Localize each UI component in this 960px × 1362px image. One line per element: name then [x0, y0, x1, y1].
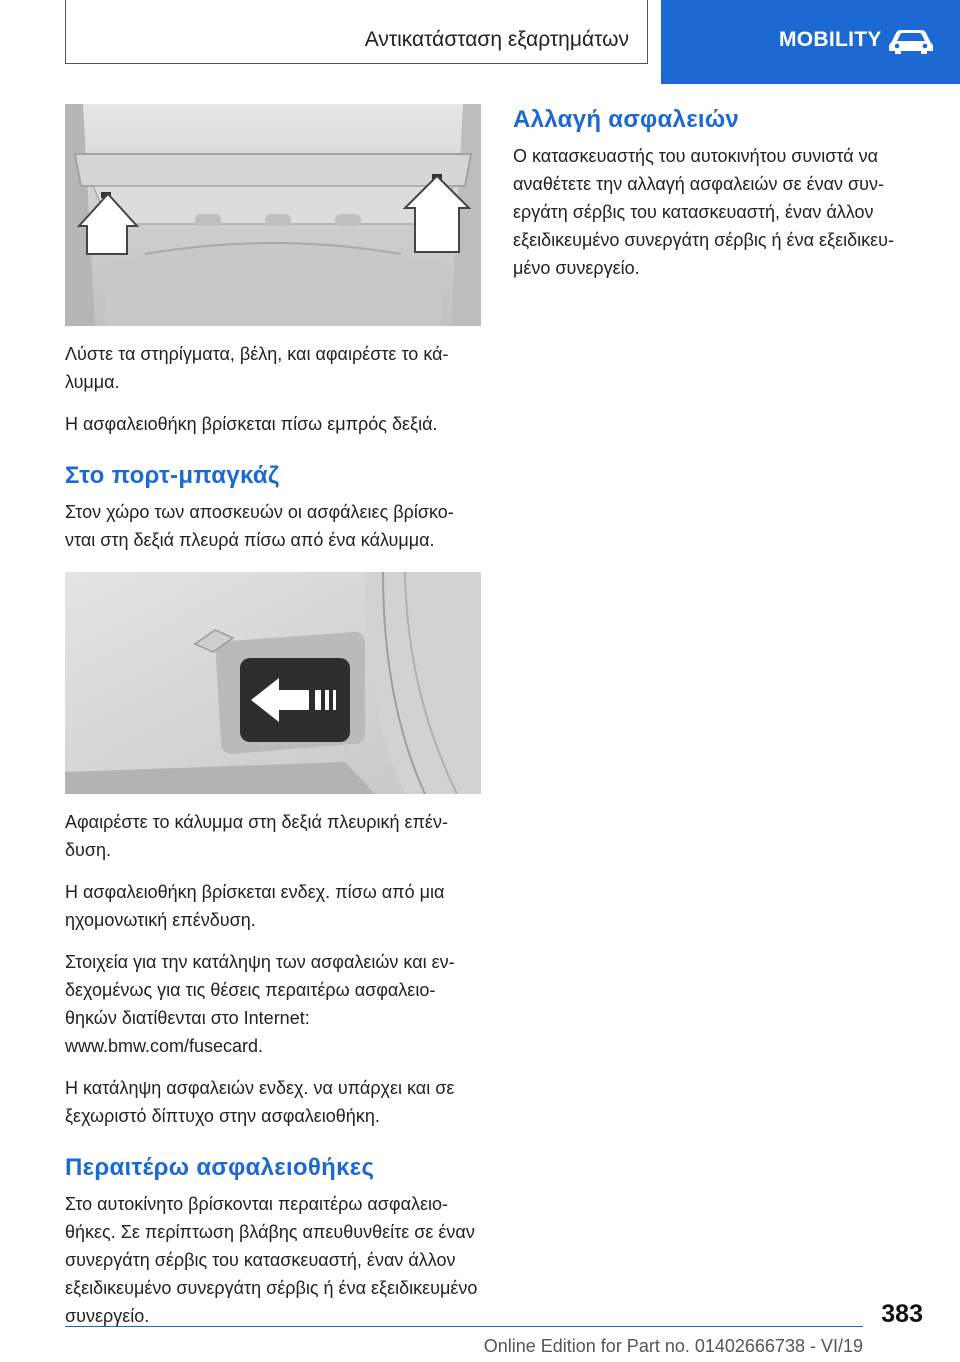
- heading-luggage-compartment: Στο πορτ-μπαγκάζ: [65, 462, 280, 489]
- luggage-compartment-text: Στον χώρο των αποσκευών οι ασφάλειες βρίσκο‐νται στη δεξιά πλευρά πίσω από ένα κάλυμμα.: [65, 502, 454, 550]
- fuse-assignment-internet-text: Στοιχεία για την κατάληψη των ασφαλειών και εν‐δεχομένως για τις θέσεις περαιτέρω ασφαλειο‐θηκών διατίθενται στο Internet: www.bmw.com/fusecard.: [65, 952, 455, 1056]
- mobility-badge: [661, 0, 960, 84]
- heading-replacing-fuses: Αλλαγή ασφαλειών: [513, 106, 740, 133]
- section-header-tab: [65, 0, 648, 64]
- fuse-box-location-text: Η ασφαλειοθήκη βρίσκεται πίσω εμπρός δεξιά.: [65, 414, 438, 434]
- sound-insulation-text: Η ασφαλειοθήκη βρίσκεται ενδεχ. πίσω από μια ηχομονωτική επένδυση.: [65, 882, 445, 930]
- fuse-assignment-leaflet-text: Η κατάληψη ασφαλειών ενδεχ. να υπάρχει και σε ξεχωριστό δίπτυχο στην ασφαλειοθήκη.: [65, 1078, 455, 1126]
- car-icon: [888, 29, 934, 55]
- left-column: [65, 104, 481, 1344]
- caption-release-cover: Λύστε τα στηρίγματα, βέλη, και αφαιρέστε το κά‐λυμμα.: [65, 344, 449, 392]
- fuse-box-cover-photo: [65, 104, 481, 326]
- replacing-fuses-text: Ο κατασκευαστής του αυτοκινήτου συνιστά να αναθέτετε την αλλαγή ασφαλειών σε έναν συν‐εργάτη σέρβις του κατασκευαστή, έναν άλλον εξειδικευμένο συνεργάτη σέρβις ή ένα εξειδικευ‐μένο συνεργείο.: [513, 146, 894, 278]
- section-title: Αντικατάσταση εξαρτημάτων: [364, 28, 629, 51]
- footer-rule: [65, 1326, 863, 1327]
- badge-label: MOBILITY: [779, 28, 882, 51]
- right-column: [513, 104, 929, 296]
- page-number: 383: [881, 1300, 923, 1328]
- edition-footer: Online Edition for Part no. 01402666738 - VI/19: [483, 1336, 863, 1356]
- heading-additional-fuse-boxes: Περαιτέρω ασφαλειοθήκες: [65, 1154, 375, 1181]
- luggage-compartment-photo: [65, 572, 481, 794]
- additional-fuse-boxes-text: Στο αυτοκίνητο βρίσκονται περαιτέρω ασφαλειο‐θήκες. Σε περίπτωση βλάβης απευθυνθείτε σε έναν συνεργάτη σέρβις του κατασκευαστή, έναν άλλον εξειδικευμένο συνεργάτη σέρβις ή ένα εξειδικευμένο συνεργείο.: [65, 1194, 478, 1326]
- caption-remove-side-trim: Αφαιρέστε το κάλυμμα στη δεξιά πλευρική επέν‐δυση.: [65, 812, 448, 860]
